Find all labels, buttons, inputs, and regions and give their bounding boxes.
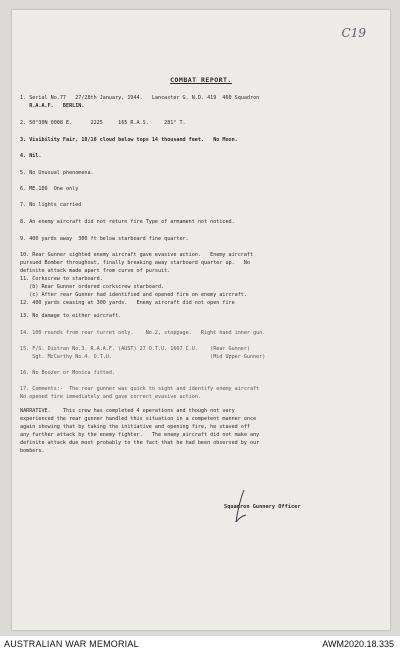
- report-line: any further attack by the enemy fighter. The enemy aircraft did not make any: [20, 432, 260, 438]
- report-line: 8. An enemy aircraft did not return fire Type of armament not noticed.: [20, 219, 235, 225]
- report-line: again showing that by taking the initiative and opening fire, he staved off: [20, 424, 251, 430]
- handwritten-stamp: C19: [341, 26, 366, 40]
- footer-institution: AUSTRALIAN WAR MEMORIAL: [4, 639, 139, 649]
- report-line: Sgt. McCarthy No.4. O.T.U. (Mid Upper Gunner): [20, 354, 266, 360]
- report-line: 16. No Boozer or Monica fitted.: [20, 370, 116, 376]
- document-page: [12, 10, 390, 630]
- report-line: 17. Comments:- The rear gunner was quick to sight and identify enemy aircraft: [20, 386, 260, 392]
- report-line: 15. F/S. Distran No.3. R.A.A.F. (AUST) 27 O.T.U. 1667 C.U. (Rear Gunner): [20, 346, 251, 352]
- footer-accession-number: AWM2020.18.335: [322, 639, 394, 649]
- report-line: 4. Nil.: [20, 153, 42, 159]
- report-line: pursued Bomber throughout, finally breaking away starboard quarter up. No: [20, 260, 251, 266]
- report-line: 3. Visibility Fair, 10/10 cloud below tops 14 thousand feet. No Moon.: [20, 137, 238, 143]
- footer-bar: [0, 636, 400, 653]
- signature-title: Squadron Gunnery Officer: [224, 504, 301, 510]
- report-line: 12. 400 yards ceasing at 300 yards. Enemy aircraft did not open fire: [20, 300, 235, 306]
- report-line: 11. Corkscrew to starboard.: [20, 276, 103, 282]
- report-line: definite attack due most probably to the fact that he had been observed by our: [20, 440, 260, 446]
- report-line: 14. 100 rounds from rear turret only. No.2, stoppage. Right hand inner gun.: [20, 330, 266, 336]
- report-line: 1. Serial No.77 27/28th January, 1944. Lancaster G. N.D. 419 460 Squadron: [20, 95, 260, 101]
- report-line: (c) After rear Gunner had identified and opened fire on enemy aircraft.: [20, 292, 247, 298]
- report-line: 9. 400 yards away 300 ft below starboard fine quarter.: [20, 236, 189, 242]
- report-line: NARRATIVE. This crew has completed 4 operations and though not very: [20, 408, 235, 414]
- report-line: experienced the rear gunner handled this situation in a competent manner once: [20, 416, 257, 422]
- report-line: No opened fire immediately and gave correct evasive action.: [20, 394, 201, 400]
- report-line: bombers.: [20, 448, 45, 454]
- report-line: R.A.A.F. BERLIN.: [20, 103, 85, 109]
- report-line: definite attack made apart from curve of pursuit.: [20, 268, 171, 274]
- report-line: 7. No lights carried: [20, 202, 82, 208]
- report-line: 6. ME.109 One only: [20, 186, 79, 192]
- report-line: 5. No Unusual phenomena.: [20, 170, 94, 176]
- report-line: 13. No damage to either aircraft.: [20, 313, 122, 319]
- report-line: 2. 50°30N 0008 E. 2225 165 R.A.S. 281° T.: [20, 120, 186, 126]
- report-title: COMBAT REPORT.: [170, 76, 232, 84]
- report-line: 10. Rear Gunner sighted enemy aircraft gave evasive action. Enemy aircraft: [20, 252, 254, 258]
- report-line: (b) Rear Gunner ordered corkscrew starboard.: [20, 284, 165, 290]
